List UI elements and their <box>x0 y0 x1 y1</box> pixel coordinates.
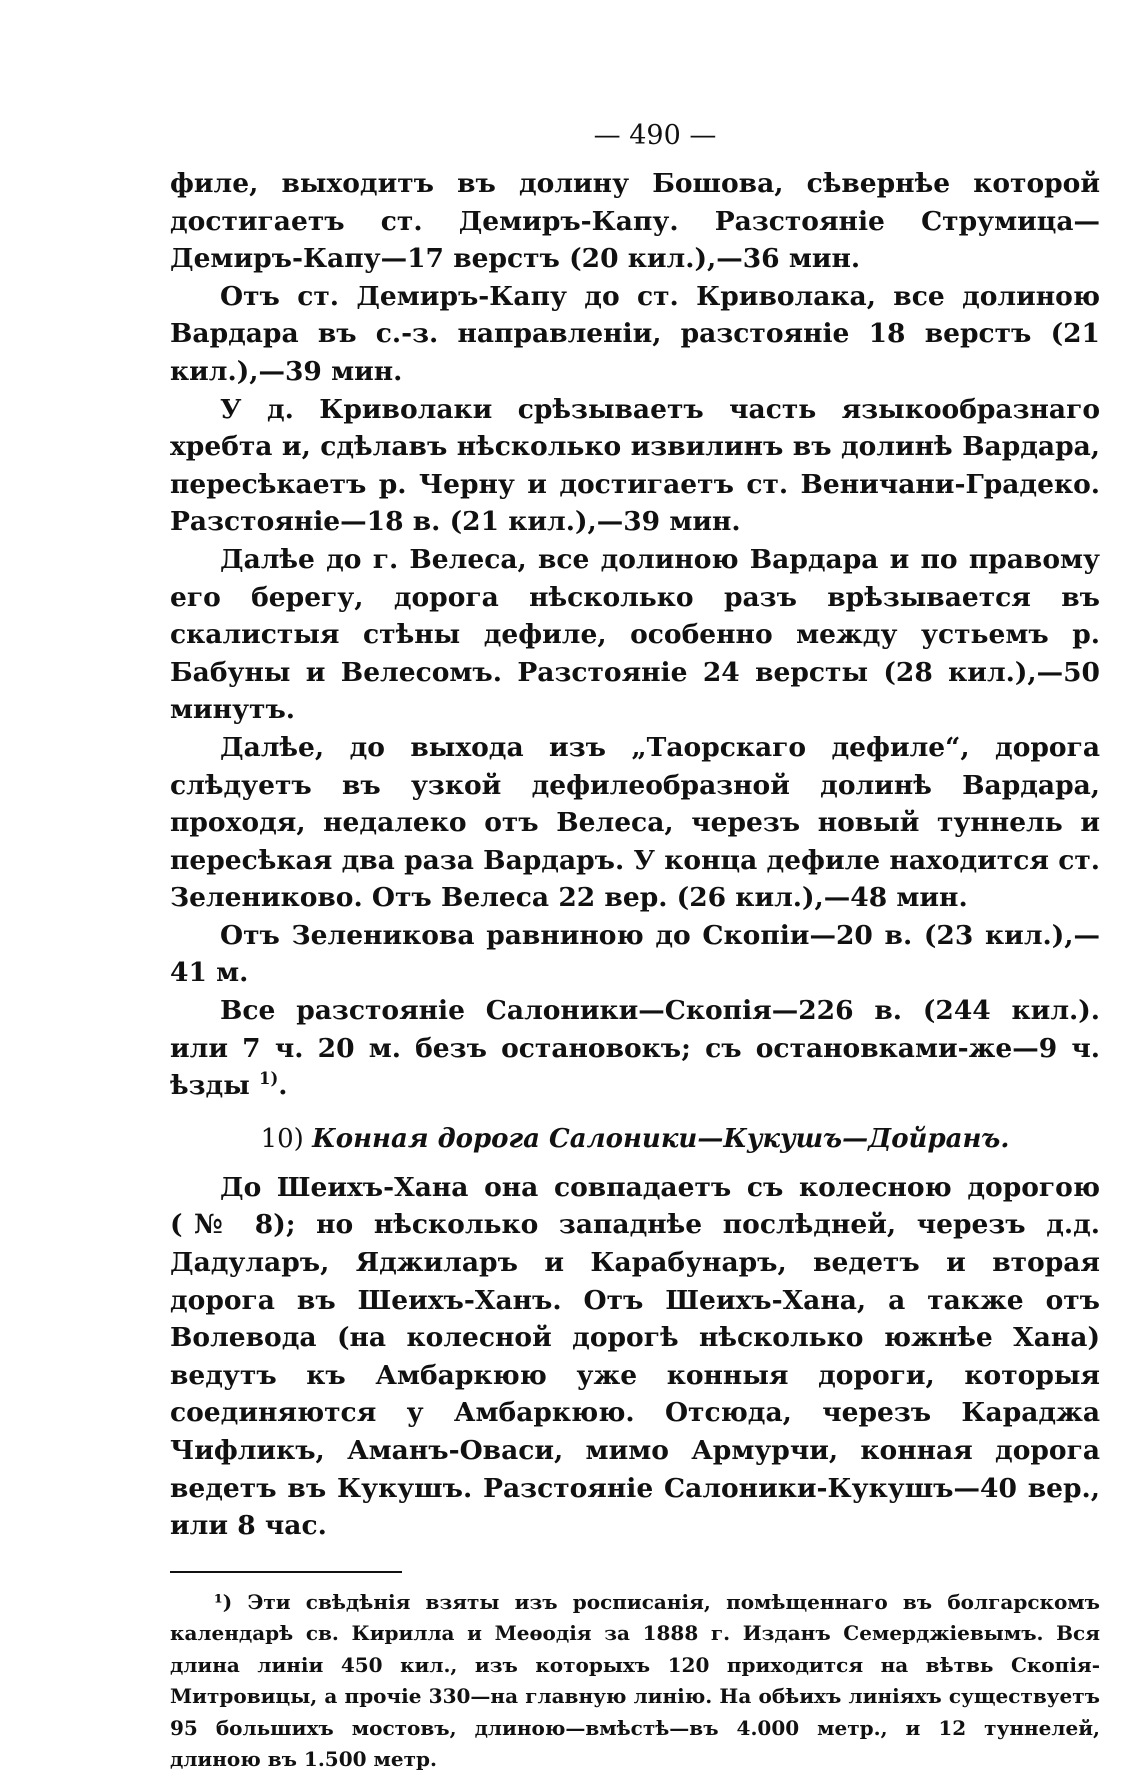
book-page <box>170 120 1100 1776</box>
footnote-text: Эти свѣдѣнія взяты изъ росписанія, помѣщеннаго въ болгарскомъ календарѣ св. Кирилла и Меѳодія за 1888 г. Изданъ Семерджіевымъ. Вся длина линіи 450 кил., изъ которыхъ 120 приходится на вѣтвь Скопія-Митровицы, а прочіе 330—на главную линію. На обѣихъ линіяхъ существуетъ 95 большихъ мостовъ, длиною—вмѣстѣ—въ 4.000 метр., и 12 туннелей, длиною въ 1.500 метр. <box>170 1589 1100 1772</box>
paragraph: Далѣе, до выхода изъ „Таорскаго дефиле“, дорога слѣдуетъ въ узкой дефилеобразной долинѣ Вардара, проходя, недалеко отъ Велеса, черезъ новый туннель и пересѣкая два раза Вардаръ. У конца дефиле находится ст. Зелениково. Отъ Велеса 22 вер. (26 кил.),—48 мин. <box>170 731 1100 914</box>
paragraph: Далѣе до г. Велеса, все долиною Вардара и по правому его берегу, дорога нѣсколько разъ врѣзывается въ скалистыя стѣны дефиле, особенно между устьемъ р. Бабуны и Велесомъ. Разстояніе 24 версты (28 кил.),—50 минутъ. <box>170 543 1100 726</box>
paragraph: Отъ ст. Демиръ-Капу до ст. Криволака, все долиною Вардара въ с.-з. направленіи, разстояніе 18 верстъ (21 кил.),—39 мин. <box>170 280 1100 387</box>
section-text <box>170 1169 1100 1545</box>
page-number: — 490 — <box>593 120 717 151</box>
paragraph: У д. Криволаки срѣзываетъ часть языкообразнаго хребта и, сдѣлавъ нѣсколько извилинъ въ долинѣ Вардара, пересѣкаетъ р. Черну и достигаетъ ст. Веничани-Градеко. Разстояніе—18 в. (21 кил.),—39 мин. <box>170 393 1100 538</box>
paragraph-with-footnote: Все разстояніе Салоники—Скопія—226 в. (244 кил.). или 7 ч. 20 м. безъ остановокъ; съ остановками-же—9 ч. ѣзды $^{1)}$. <box>170 995 1100 1102</box>
paragraph-text: Все разстояніе Салоники—Скопія—226 в. (244 кил.). или 7 ч. 20 м. безъ остановокъ; съ остановками-же—9 ч. ѣзды <box>170 995 1100 1102</box>
main-text <box>170 165 1100 1105</box>
paragraph: филе, выходитъ въ долину Бошова, сѣвернѣе которой достигаетъ ст. Демиръ-Капу. Разстояніе Струмица—Демиръ-Капу—17 верстъ (20 кил.),—36 мин. <box>170 168 1100 275</box>
section-number: 10) <box>260 1123 304 1154</box>
footnote-reference: 1) <box>259 1069 279 1089</box>
section-heading <box>170 1119 1100 1159</box>
section-title: Конная дорога Салоники—Кукушъ—Дойранъ. <box>312 1123 1010 1154</box>
footnote <box>170 1587 1100 1776</box>
footnote-marker: ¹) <box>214 1589 233 1614</box>
paragraph: Отъ Зеленикова равниною до Скопіи—20 в. (23 кил.),—41 м. <box>170 919 1100 989</box>
paragraph: До Шеихъ-Хана она совпадаетъ съ колесною дорогою (№ 8); но нѣсколько западнѣе послѣдней, черезъ д.д. Дадуларъ, Яджиларъ и Карабунаръ, ведетъ и вторая дорога въ Шеихъ-Ханъ. Отъ Шеихъ-Хана, а также отъ Волевода (на колесной дорогѣ нѣсколько южнѣе Хана) ведутъ къ Амбаркюю уже конныя дороги, которыя соединяются у Амбаркюю. Отсюда, черезъ Караджа Чифликъ, Аманъ-Оваси, мимо Армурчи, конная дорога ведетъ въ Кукушъ. Разстояніе Салоники-Кукушъ—40 вер., или 8 час. <box>170 1171 1100 1542</box>
footnote-divider <box>170 1571 402 1573</box>
